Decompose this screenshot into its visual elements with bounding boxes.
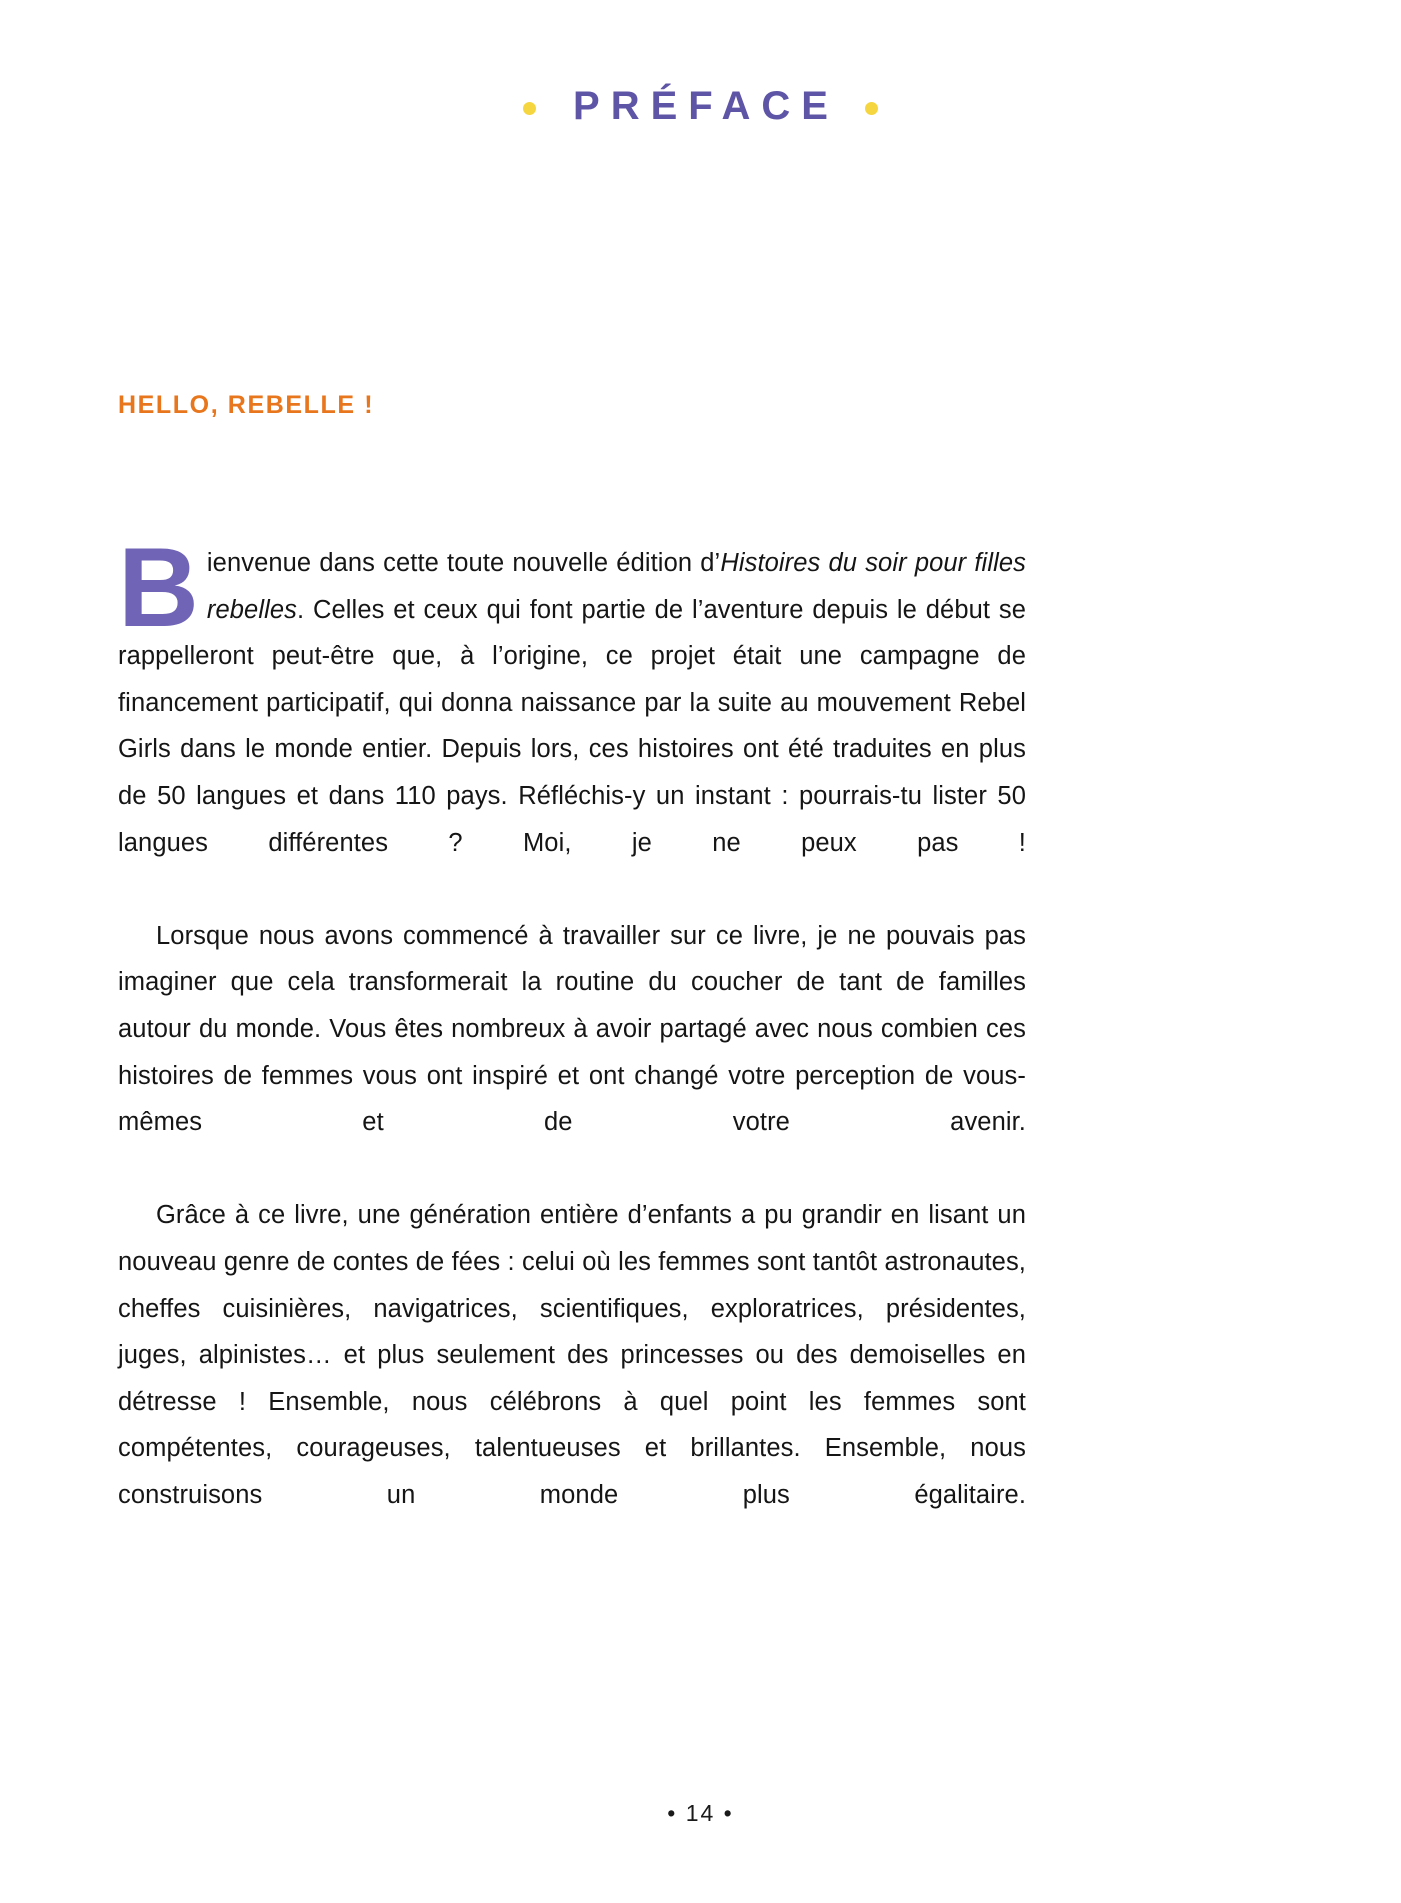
- section-heading: HELLO, REBELLE !: [118, 391, 375, 419]
- paragraph-2: [118, 913, 1026, 1193]
- paragraph-1-text-a: ienvenue dans cette toute nouvelle édition d’: [206, 549, 721, 577]
- bullet-dot-right-icon: [865, 102, 878, 115]
- chapter-title-text: PRÉFACE: [573, 84, 839, 128]
- paragraph-1-title-italic: Histoires du soir pour filles rebelles: [206, 549, 1026, 624]
- paragraph-3-text: Grâce à ce livre, une génération entière d’enfants a pu grandir en lisant un nouveau genre de contes de fées : celui où les femmes sont tantôt astronautes, cheffes cuisinières, navigatrices, scientifiques, exploratrices, présidentes, juges, alpinistes… et plus seulement des princesses ou des demoiselles en détresse ! Ensemble, nous célébrons à quel point les femmes sont compétentes, courageuses, talentueuses et brillantes. Ensemble, nous construisons un monde plus égalitaire.: [118, 1201, 1026, 1509]
- drop-cap: B: [118, 525, 199, 650]
- paragraph-3: [118, 1192, 1026, 1565]
- paragraph-1: [118, 525, 1026, 913]
- paragraph-1-text-b: . Celles et ceux qui font partie de l’aventure depuis le début se rappelleront peut-être que, à l’origine, ce projet était une campagne de financement participatif, qui donna naissance par la suite au mouvement Rebel Girls dans le monde entier. Depuis lors, ces histoires ont été traduites en plus de 50 langues et dans 110 pays. Réfléchis-y un instant : pourrais-tu lister 50 langues différentes ? Moi, je ne peux pas !: [118, 595, 1026, 857]
- paragraph-2-text: Lorsque nous avons commencé à travailler sur ce livre, je ne pouvais pas imaginer que cela transformerait la routine du coucher de tant de familles autour du monde. Vous êtes nombreux à avoir partagé avec nous combien ces histoires de femmes vous ont inspiré et ont changé votre perception de vous-mêmes et de votre avenir.: [118, 921, 1026, 1137]
- bullet-dot-left-icon: [523, 102, 536, 115]
- body-text-block: [118, 525, 1026, 1565]
- chapter-title: [0, 86, 1401, 126]
- page-folio: • 14 •: [667, 1800, 734, 1826]
